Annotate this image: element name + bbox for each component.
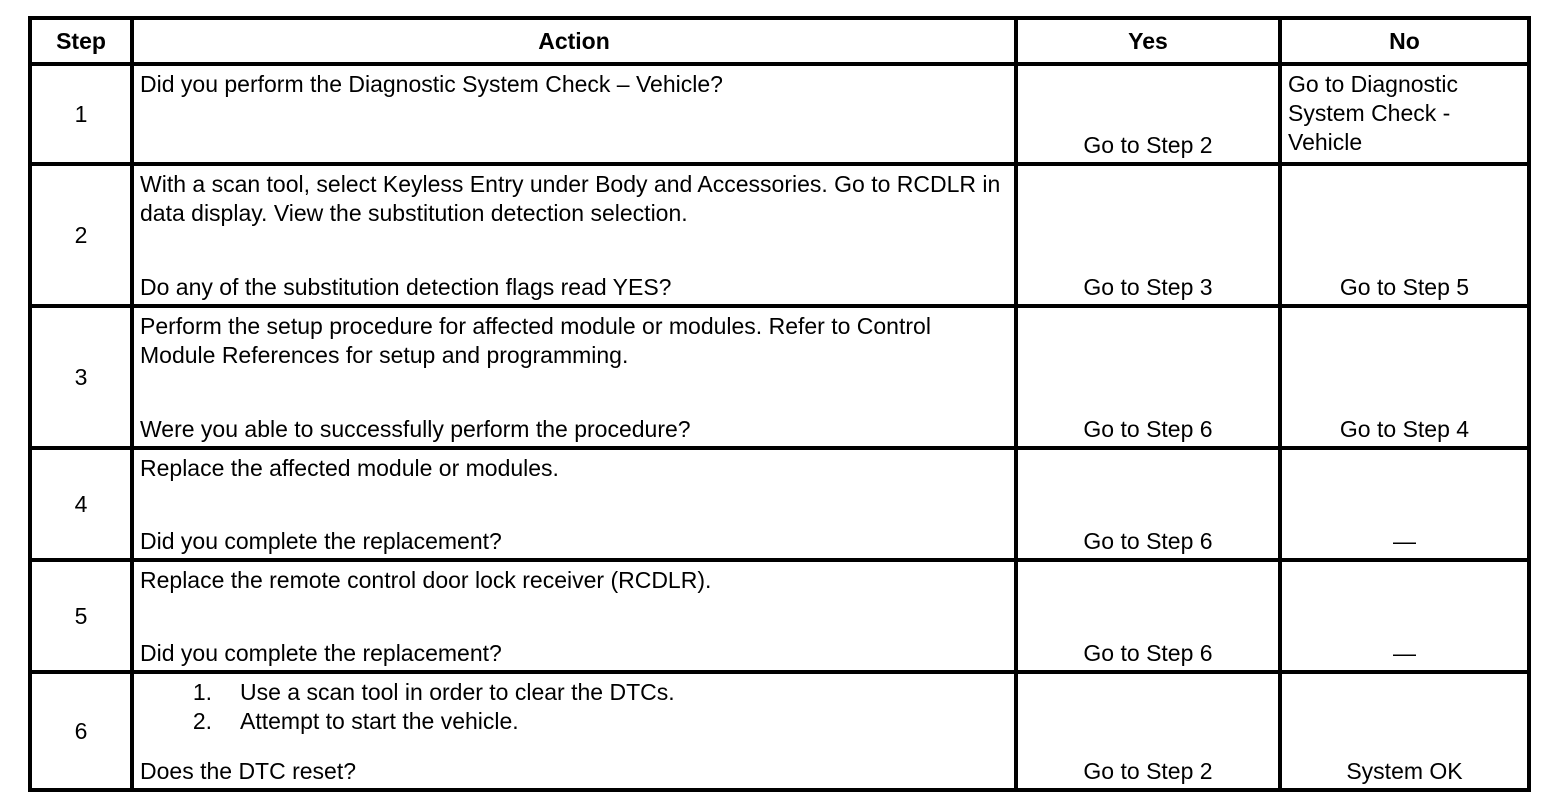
list-text: Attempt to start the vehicle.: [240, 708, 519, 734]
step-number: 2: [32, 166, 130, 304]
action-cell: [134, 562, 1014, 670]
step-number: 1: [32, 66, 130, 162]
yes-cell: Go to Step 2: [1018, 674, 1278, 788]
action-cell: [134, 308, 1014, 446]
action-question: Do any of the substitution detection flags read YES?: [140, 274, 672, 300]
header-yes: Yes: [1018, 20, 1278, 62]
action-question: Did you complete the replacement?: [140, 528, 502, 554]
action-question: Does the DTC reset?: [140, 758, 357, 784]
step-number: 4: [32, 450, 130, 558]
action-cell: [134, 66, 1014, 162]
no-cell: Go to Step 5: [1282, 166, 1527, 304]
no-cell: Go to Step 4: [1282, 308, 1527, 446]
list-item: [140, 678, 1008, 707]
action-text: Did you perform the Diagnostic System Check – Vehicle?: [140, 71, 723, 97]
action-cell: [134, 674, 1014, 788]
header-no: No: [1282, 20, 1527, 62]
no-cell: —: [1282, 562, 1527, 670]
no-cell: —: [1282, 450, 1527, 558]
action-text: Replace the affected module or modules.: [140, 455, 559, 481]
action-cell: [134, 166, 1014, 304]
action-cell: [134, 450, 1014, 558]
action-text: With a scan tool, select Keyless Entry under Body and Accessories. Go to RCDLR in data display. View the substitution detection selection.: [140, 171, 1001, 226]
action-text: Replace the remote control door lock receiver (RCDLR).: [140, 567, 712, 593]
no-cell: Go to Diagnostic System Check - Vehicle: [1282, 66, 1527, 162]
yes-cell: Go to Step 6: [1018, 308, 1278, 446]
header-step: Step: [32, 20, 130, 62]
yes-cell: Go to Step 2: [1018, 66, 1278, 162]
yes-cell: Go to Step 6: [1018, 450, 1278, 558]
list-item: [140, 707, 1008, 736]
step-number: 6: [32, 674, 130, 788]
action-list: [140, 678, 1008, 736]
yes-cell: Go to Step 6: [1018, 562, 1278, 670]
diagnostic-table: [28, 16, 1531, 792]
step-number: 3: [32, 308, 130, 446]
no-cell: System OK: [1282, 674, 1527, 788]
action-question: Were you able to successfully perform the procedure?: [140, 416, 691, 442]
yes-cell: Go to Step 3: [1018, 166, 1278, 304]
step-number: 5: [32, 562, 130, 670]
list-text: Use a scan tool in order to clear the DTCs.: [240, 679, 675, 705]
list-number: 1.: [192, 679, 212, 705]
list-number: 2.: [192, 708, 212, 734]
action-question: Did you complete the replacement?: [140, 640, 502, 666]
header-action: Action: [134, 20, 1014, 62]
action-text: Perform the setup procedure for affected module or modules. Refer to Control Module References for setup and programming.: [140, 313, 931, 368]
